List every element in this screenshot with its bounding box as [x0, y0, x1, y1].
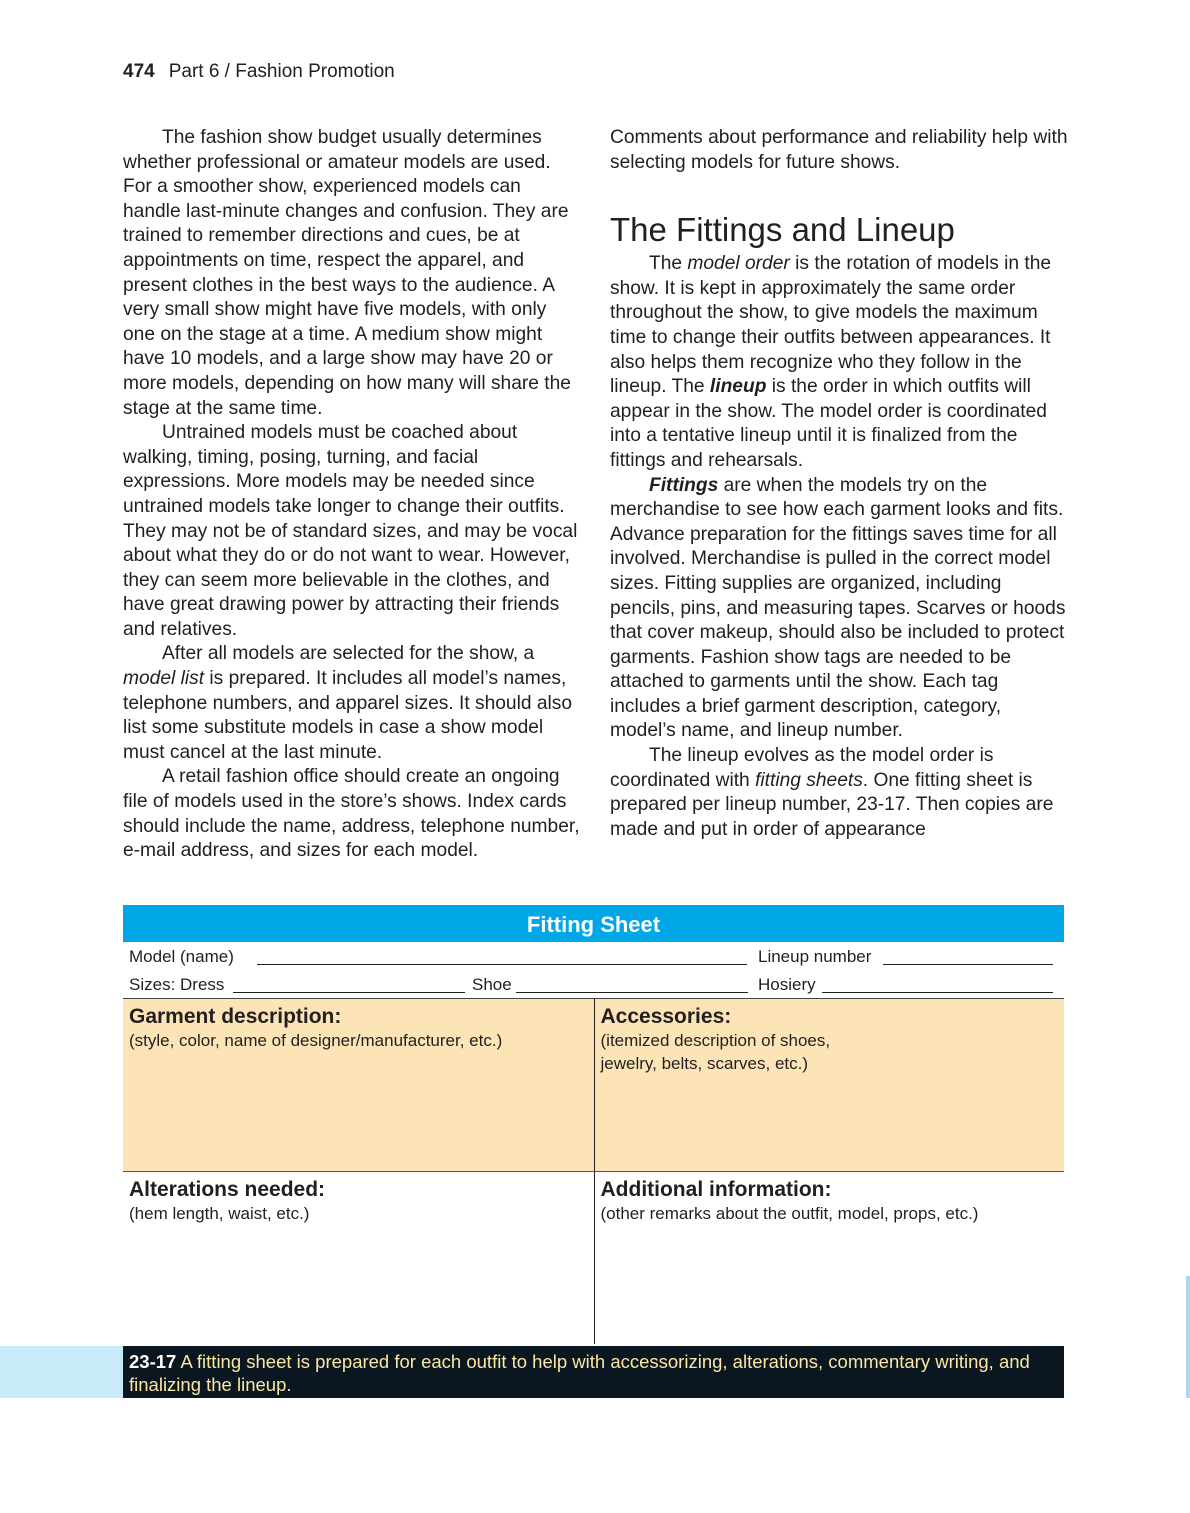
garment-description-title: Garment description: [129, 1005, 342, 1028]
running-title: Part 6 / Fashion Promotion [168, 61, 395, 82]
sheet-upper-row [123, 999, 1064, 1172]
term-model-order: model order [687, 253, 790, 275]
shoe-label: Shoe [472, 975, 512, 994]
alterations-title: Alterations needed: [129, 1178, 326, 1201]
alterations-box [123, 1172, 594, 1344]
additional-information-title: Additional information: [600, 1178, 832, 1201]
sizes-row [123, 970, 1064, 998]
paragraph: A retail fashion office should create an ongoing file of models used in the store’s shows. Index cards should include the name, address, telephone number, e-mail address, and sizes for each model. [123, 766, 580, 862]
garment-description-box [123, 999, 594, 1172]
dress-size-label: Sizes: Dress [129, 975, 225, 994]
page-header [123, 58, 395, 86]
lineup-number-label: Lineup number [758, 947, 872, 966]
model-row [123, 942, 1064, 970]
dress-size-line [233, 992, 465, 993]
garment-description-hint: (style, color, name of designer/manufacturer, etc.) [129, 1031, 503, 1050]
model-name-label: Model (name) [129, 947, 234, 966]
left-column [123, 126, 583, 864]
lineup-number-line [883, 964, 1053, 965]
term-model-list: model list [123, 668, 205, 690]
section-heading: The Fittings and Lineup [610, 211, 955, 249]
term-fitting-sheets: fitting sheets [755, 769, 863, 791]
accessories-hint-line-1: (itemized description of shoes, [600, 1031, 831, 1050]
page-edge-tab [1186, 1276, 1190, 1398]
page-number: 474 [123, 61, 155, 82]
additional-information-hint: (other remarks about the outfit, model, props, etc.) [600, 1204, 979, 1223]
accessories-title: Accessories: [600, 1005, 732, 1028]
caption-text: A fitting sheet is prepared for each outfit to help with accessorizing, alterations, commentary writing, and finalizing the lineup. [129, 1351, 1030, 1395]
hosiery-label: Hosiery [758, 975, 816, 994]
model-name-line [257, 964, 747, 965]
accessories-box [594, 999, 1065, 1172]
sheet-lower-row [123, 1172, 1064, 1344]
paragraph: The model order is the rotation of models in the show. It is kept in approximately the same order throughout the show, to give models the maximum time to change their outfits between appearances. It also helps them recognize who they follow in the lineup. The lineup is the order in which outfits will appear in the show. The model order is coordinated into a tentative lineup until it is finalized from the fittings and rehearsals. [610, 253, 1052, 471]
hosiery-line [822, 992, 1053, 993]
fitting-sheet-figure [123, 905, 1064, 1344]
term-fittings: Fittings [649, 474, 719, 496]
paragraph: The lineup evolves as the model order is coordinated with fitting sheets. One fitting sheet is prepared per lineup number, 23-17. Then copies are made and put in order of appearance [610, 745, 1054, 840]
figure-caption [123, 1346, 1064, 1398]
additional-information-box [594, 1172, 1065, 1344]
paragraph: After all models are selected for the show, a model list is prepared. It includes all model’s names, telephone numbers, and apparel sizes. It should also list some substitute models in case a show model must cancel at the last minute. [123, 643, 573, 763]
caption-side-band [0, 1346, 123, 1398]
fitting-sheet-title: Fitting Sheet [123, 905, 1064, 942]
shoe-line [516, 992, 748, 993]
figure-number: 23-17 [129, 1351, 177, 1372]
right-column [610, 126, 1070, 842]
paragraph: The fashion show budget usually determines whether professional or amateur models are used. For a smoother show, experienced models can handle last-minute changes and confusion. They are trained to remember directions and cues, be at appointments on time, respect the apparel, and present clothes in the best ways to the audience. A very small show might have five models, with only one on the stage at a time. A medium show might have 10 models, and a large show may have 20 or more models, depending on how many will share the stage at the same time. [123, 127, 571, 419]
paragraph: Comments about performance and reliability help with selecting models for future shows. [610, 127, 1068, 173]
accessories-hint-line-2: jewelry, belts, scarves, etc.) [600, 1054, 809, 1073]
paragraph: Fittings are when the models try on the merchandise to see how each garment looks and fits. Advance preparation for the fittings saves time for all involved. Merchandise is pulled in the correct model sizes. Fitting supplies are organized, including pencils, pins, and measuring tapes. Scarves or hoods that cover makeup, should also be included to protect garments. Fashion show tags are needed to be attached to garments until the show. Each tag includes a brief garment description, category, model’s name, and lineup number. [610, 474, 1066, 742]
alterations-hint: (hem length, waist, etc.) [129, 1204, 310, 1223]
paragraph: Untrained models must be coached about walking, timing, posing, turning, and facial expressions. More models may be needed since untrained models take longer to change their outfits. They may not be of standard sizes, and may be vocal about what they do or do not want to wear. However, they can seem more believable in the clothes, and have great drawing power by attracting their friends and relatives. [123, 422, 578, 640]
term-lineup: lineup [709, 376, 767, 398]
